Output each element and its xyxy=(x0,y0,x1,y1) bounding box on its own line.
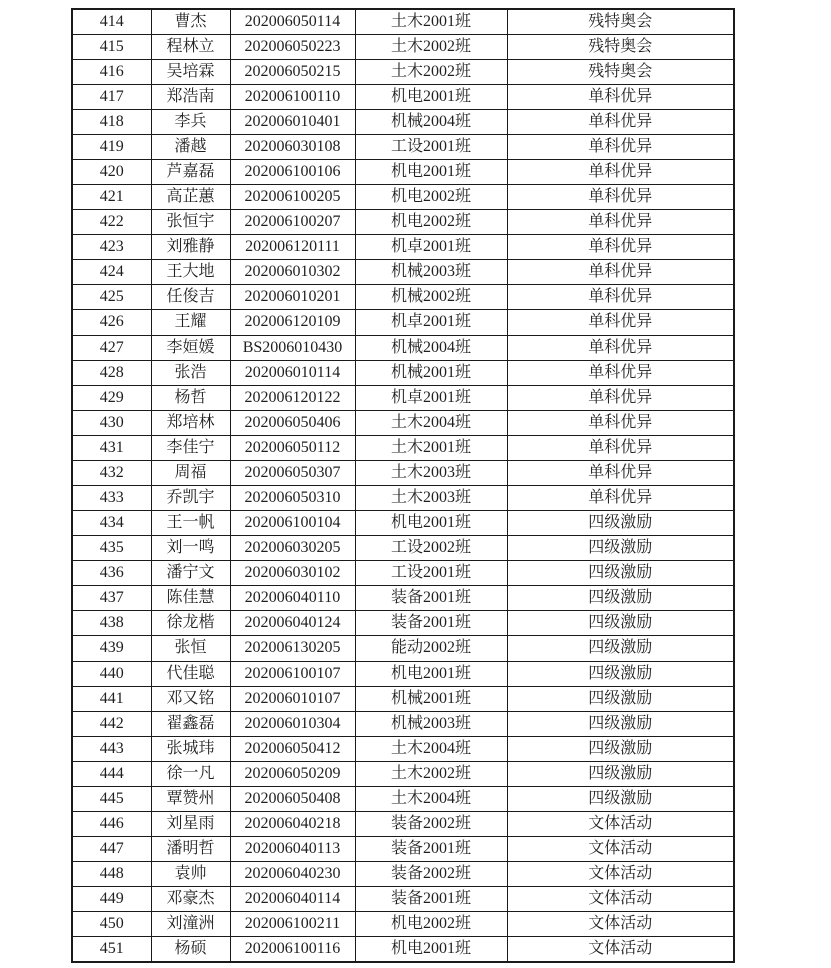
cell-award-category: 文体活动 xyxy=(507,887,734,912)
cell-award-category: 单科优异 xyxy=(507,185,734,210)
cell-row-number: 451 xyxy=(72,937,151,962)
cell-student-id: 202006030102 xyxy=(230,561,355,586)
cell-row-number: 417 xyxy=(72,84,151,109)
cell-student-name: 任俊吉 xyxy=(151,285,230,310)
cell-student-name: 刘潼洲 xyxy=(151,912,230,937)
cell-award-category: 单科优异 xyxy=(507,435,734,460)
cell-student-name: 刘雅静 xyxy=(151,235,230,260)
cell-student-id: 202006030108 xyxy=(230,134,355,159)
cell-award-category: 单科优异 xyxy=(507,360,734,385)
cell-class: 装备2002班 xyxy=(355,862,507,887)
cell-award-category: 四级激励 xyxy=(507,686,734,711)
cell-class: 机电2001班 xyxy=(355,84,507,109)
cell-student-name: 张恒 xyxy=(151,636,230,661)
cell-student-name: 刘星雨 xyxy=(151,812,230,837)
cell-row-number: 431 xyxy=(72,435,151,460)
cell-row-number: 419 xyxy=(72,134,151,159)
cell-class: 机卓2001班 xyxy=(355,310,507,335)
cell-award-category: 四级激励 xyxy=(507,736,734,761)
table-body xyxy=(72,9,734,962)
cell-award-category: 四级激励 xyxy=(507,711,734,736)
cell-student-name: 吴培霖 xyxy=(151,59,230,84)
cell-student-id: 202006100207 xyxy=(230,210,355,235)
cell-row-number: 440 xyxy=(72,661,151,686)
cell-award-category: 四级激励 xyxy=(507,761,734,786)
cell-student-name: 张城玮 xyxy=(151,736,230,761)
cell-student-name: 刘一鸣 xyxy=(151,536,230,561)
table-row xyxy=(72,9,734,34)
cell-student-name: 徐一凡 xyxy=(151,761,230,786)
table-row xyxy=(72,84,734,109)
table-row xyxy=(72,912,734,937)
cell-award-category: 四级激励 xyxy=(507,586,734,611)
cell-class: 机械2003班 xyxy=(355,711,507,736)
cell-student-name: 王一帆 xyxy=(151,511,230,536)
cell-class: 机电2002班 xyxy=(355,210,507,235)
cell-student-name: 郑浩南 xyxy=(151,84,230,109)
cell-class: 机械2004班 xyxy=(355,109,507,134)
cell-row-number: 424 xyxy=(72,260,151,285)
table-row xyxy=(72,460,734,485)
cell-student-id: 202006050112 xyxy=(230,435,355,460)
cell-award-category: 四级激励 xyxy=(507,786,734,811)
cell-row-number: 426 xyxy=(72,310,151,335)
cell-student-name: 徐龙楷 xyxy=(151,611,230,636)
cell-student-id: 202006040114 xyxy=(230,887,355,912)
table-row xyxy=(72,736,734,761)
cell-award-category: 四级激励 xyxy=(507,636,734,661)
cell-student-id: 202006100110 xyxy=(230,84,355,109)
cell-student-id: 202006050215 xyxy=(230,59,355,84)
cell-class: 能动2002班 xyxy=(355,636,507,661)
cell-class: 土木2002班 xyxy=(355,34,507,59)
cell-student-id: 202006100205 xyxy=(230,185,355,210)
cell-award-category: 四级激励 xyxy=(507,536,734,561)
cell-class: 机电2002班 xyxy=(355,185,507,210)
cell-student-id: 202006050406 xyxy=(230,410,355,435)
cell-student-name: 郑培林 xyxy=(151,410,230,435)
cell-student-id: 202006010114 xyxy=(230,360,355,385)
cell-award-category: 单科优异 xyxy=(507,159,734,184)
cell-award-category: 四级激励 xyxy=(507,511,734,536)
cell-student-id: 202006100104 xyxy=(230,511,355,536)
cell-class: 工设2001班 xyxy=(355,561,507,586)
cell-award-category: 单科优异 xyxy=(507,310,734,335)
cell-row-number: 428 xyxy=(72,360,151,385)
cell-row-number: 443 xyxy=(72,736,151,761)
table-row xyxy=(72,335,734,360)
cell-student-id: 202006120109 xyxy=(230,310,355,335)
cell-student-name: 杨硕 xyxy=(151,937,230,962)
table-row xyxy=(72,887,734,912)
table-row xyxy=(72,937,734,962)
cell-student-id: 202006050223 xyxy=(230,34,355,59)
cell-award-category: 残特奥会 xyxy=(507,9,734,34)
table-row xyxy=(72,812,734,837)
cell-class: 机卓2001班 xyxy=(355,235,507,260)
cell-award-category: 单科优异 xyxy=(507,134,734,159)
cell-class: 机械2003班 xyxy=(355,260,507,285)
cell-student-name: 张浩 xyxy=(151,360,230,385)
cell-award-category: 文体活动 xyxy=(507,937,734,962)
cell-class: 装备2001班 xyxy=(355,586,507,611)
cell-student-name: 潘明哲 xyxy=(151,837,230,862)
cell-student-name: 芦嘉磊 xyxy=(151,159,230,184)
cell-student-name: 张恒宇 xyxy=(151,210,230,235)
cell-class: 机械2002班 xyxy=(355,285,507,310)
cell-award-category: 单科优异 xyxy=(507,385,734,410)
cell-student-id: 202006040230 xyxy=(230,862,355,887)
table-row xyxy=(72,385,734,410)
cell-row-number: 427 xyxy=(72,335,151,360)
cell-student-id: 202006010201 xyxy=(230,285,355,310)
cell-student-name: 李兵 xyxy=(151,109,230,134)
table-row xyxy=(72,586,734,611)
cell-row-number: 421 xyxy=(72,185,151,210)
cell-student-name: 周福 xyxy=(151,460,230,485)
table-row xyxy=(72,210,734,235)
cell-class: 土木2003班 xyxy=(355,485,507,510)
cell-student-name: 李姮媛 xyxy=(151,335,230,360)
cell-class: 土木2001班 xyxy=(355,9,507,34)
table-row xyxy=(72,862,734,887)
cell-class: 工设2002班 xyxy=(355,536,507,561)
cell-student-id: 202006120122 xyxy=(230,385,355,410)
cell-class: 装备2001班 xyxy=(355,837,507,862)
cell-row-number: 444 xyxy=(72,761,151,786)
cell-class: 土木2003班 xyxy=(355,460,507,485)
cell-award-category: 单科优异 xyxy=(507,410,734,435)
cell-student-name: 乔凯宇 xyxy=(151,485,230,510)
cell-student-id: 202006100106 xyxy=(230,159,355,184)
cell-row-number: 430 xyxy=(72,410,151,435)
cell-row-number: 416 xyxy=(72,59,151,84)
cell-row-number: 423 xyxy=(72,235,151,260)
cell-row-number: 415 xyxy=(72,34,151,59)
cell-award-category: 残特奥会 xyxy=(507,34,734,59)
table-row xyxy=(72,837,734,862)
cell-class: 土木2004班 xyxy=(355,410,507,435)
table-row xyxy=(72,485,734,510)
table-row xyxy=(72,686,734,711)
cell-row-number: 450 xyxy=(72,912,151,937)
cell-row-number: 425 xyxy=(72,285,151,310)
cell-row-number: 448 xyxy=(72,862,151,887)
cell-award-category: 单科优异 xyxy=(507,109,734,134)
cell-row-number: 422 xyxy=(72,210,151,235)
cell-student-id: 202006040124 xyxy=(230,611,355,636)
cell-student-name: 杨哲 xyxy=(151,385,230,410)
cell-class: 机电2001班 xyxy=(355,937,507,962)
table-row xyxy=(72,661,734,686)
table-row xyxy=(72,561,734,586)
table-row xyxy=(72,511,734,536)
cell-award-category: 单科优异 xyxy=(507,485,734,510)
table-row xyxy=(72,786,734,811)
cell-student-name: 李佳宁 xyxy=(151,435,230,460)
cell-student-id: 202006040113 xyxy=(230,837,355,862)
table-row xyxy=(72,235,734,260)
table-row xyxy=(72,360,734,385)
cell-student-id: 202006040110 xyxy=(230,586,355,611)
cell-award-category: 文体活动 xyxy=(507,812,734,837)
table-row xyxy=(72,134,734,159)
cell-row-number: 435 xyxy=(72,536,151,561)
cell-student-name: 高芷蕙 xyxy=(151,185,230,210)
table-row xyxy=(72,711,734,736)
cell-student-id: 202006010302 xyxy=(230,260,355,285)
cell-row-number: 420 xyxy=(72,159,151,184)
cell-award-category: 文体活动 xyxy=(507,837,734,862)
cell-student-id: 202006010107 xyxy=(230,686,355,711)
cell-student-id: 202006010304 xyxy=(230,711,355,736)
cell-student-name: 曹杰 xyxy=(151,9,230,34)
cell-class: 机电2002班 xyxy=(355,912,507,937)
cell-award-category: 单科优异 xyxy=(507,210,734,235)
cell-award-category: 单科优异 xyxy=(507,285,734,310)
table-row xyxy=(72,159,734,184)
cell-class: 装备2002班 xyxy=(355,812,507,837)
cell-student-name: 覃赞州 xyxy=(151,786,230,811)
cell-class: 装备2001班 xyxy=(355,611,507,636)
table-row xyxy=(72,761,734,786)
cell-row-number: 436 xyxy=(72,561,151,586)
cell-class: 机械2004班 xyxy=(355,335,507,360)
cell-class: 机卓2001班 xyxy=(355,385,507,410)
table-row xyxy=(72,285,734,310)
cell-student-id: 202006050412 xyxy=(230,736,355,761)
cell-student-name: 邓又铭 xyxy=(151,686,230,711)
table-row xyxy=(72,59,734,84)
cell-award-category: 四级激励 xyxy=(507,661,734,686)
table-row xyxy=(72,611,734,636)
cell-student-name: 潘越 xyxy=(151,134,230,159)
cell-row-number: 432 xyxy=(72,460,151,485)
table-row xyxy=(72,109,734,134)
cell-student-name: 袁帅 xyxy=(151,862,230,887)
cell-student-id: 202006050307 xyxy=(230,460,355,485)
cell-row-number: 445 xyxy=(72,786,151,811)
cell-class: 土木2002班 xyxy=(355,761,507,786)
cell-student-name: 陈佳慧 xyxy=(151,586,230,611)
cell-student-name: 程林立 xyxy=(151,34,230,59)
cell-student-name: 潘宁文 xyxy=(151,561,230,586)
cell-student-id: 202006010401 xyxy=(230,109,355,134)
cell-award-category: 四级激励 xyxy=(507,611,734,636)
table-row xyxy=(72,185,734,210)
cell-class: 机电2001班 xyxy=(355,661,507,686)
cell-row-number: 446 xyxy=(72,812,151,837)
cell-row-number: 414 xyxy=(72,9,151,34)
cell-student-id: 202006050310 xyxy=(230,485,355,510)
cell-award-category: 文体活动 xyxy=(507,912,734,937)
table-row xyxy=(72,260,734,285)
cell-student-name: 王耀 xyxy=(151,310,230,335)
cell-class: 土木2001班 xyxy=(355,435,507,460)
cell-student-id: 202006100107 xyxy=(230,661,355,686)
cell-student-id: 202006050209 xyxy=(230,761,355,786)
cell-class: 土木2004班 xyxy=(355,736,507,761)
cell-student-id: 202006130205 xyxy=(230,636,355,661)
cell-row-number: 447 xyxy=(72,837,151,862)
cell-class: 机电2001班 xyxy=(355,159,507,184)
table-row xyxy=(72,410,734,435)
cell-class: 机械2001班 xyxy=(355,360,507,385)
cell-award-category: 单科优异 xyxy=(507,460,734,485)
cell-student-id: BS2006010430 xyxy=(230,335,355,360)
cell-row-number: 441 xyxy=(72,686,151,711)
cell-row-number: 418 xyxy=(72,109,151,134)
cell-row-number: 449 xyxy=(72,887,151,912)
table-row xyxy=(72,636,734,661)
cell-row-number: 437 xyxy=(72,586,151,611)
cell-student-id: 202006100116 xyxy=(230,937,355,962)
cell-award-category: 文体活动 xyxy=(507,862,734,887)
cell-class: 装备2001班 xyxy=(355,887,507,912)
cell-student-name: 代佳聪 xyxy=(151,661,230,686)
table-row xyxy=(72,34,734,59)
cell-award-category: 单科优异 xyxy=(507,260,734,285)
cell-student-id: 202006120111 xyxy=(230,235,355,260)
cell-row-number: 439 xyxy=(72,636,151,661)
cell-student-name: 王大地 xyxy=(151,260,230,285)
cell-row-number: 429 xyxy=(72,385,151,410)
cell-class: 机电2001班 xyxy=(355,511,507,536)
cell-student-id: 202006040218 xyxy=(230,812,355,837)
student-award-table xyxy=(71,8,735,963)
cell-award-category: 四级激励 xyxy=(507,561,734,586)
cell-class: 土木2004班 xyxy=(355,786,507,811)
cell-award-category: 单科优异 xyxy=(507,335,734,360)
cell-row-number: 438 xyxy=(72,611,151,636)
table-row xyxy=(72,536,734,561)
cell-student-name: 邓豪杰 xyxy=(151,887,230,912)
cell-row-number: 433 xyxy=(72,485,151,510)
cell-student-name: 翟鑫磊 xyxy=(151,711,230,736)
table-row xyxy=(72,435,734,460)
cell-class: 工设2001班 xyxy=(355,134,507,159)
cell-award-category: 残特奥会 xyxy=(507,59,734,84)
cell-row-number: 434 xyxy=(72,511,151,536)
table-row xyxy=(72,310,734,335)
cell-award-category: 单科优异 xyxy=(507,235,734,260)
cell-class: 机械2001班 xyxy=(355,686,507,711)
cell-row-number: 442 xyxy=(72,711,151,736)
cell-student-id: 202006100211 xyxy=(230,912,355,937)
cell-student-id: 202006050408 xyxy=(230,786,355,811)
cell-class: 土木2002班 xyxy=(355,59,507,84)
cell-award-category: 单科优异 xyxy=(507,84,734,109)
cell-student-id: 202006050114 xyxy=(230,9,355,34)
cell-student-id: 202006030205 xyxy=(230,536,355,561)
